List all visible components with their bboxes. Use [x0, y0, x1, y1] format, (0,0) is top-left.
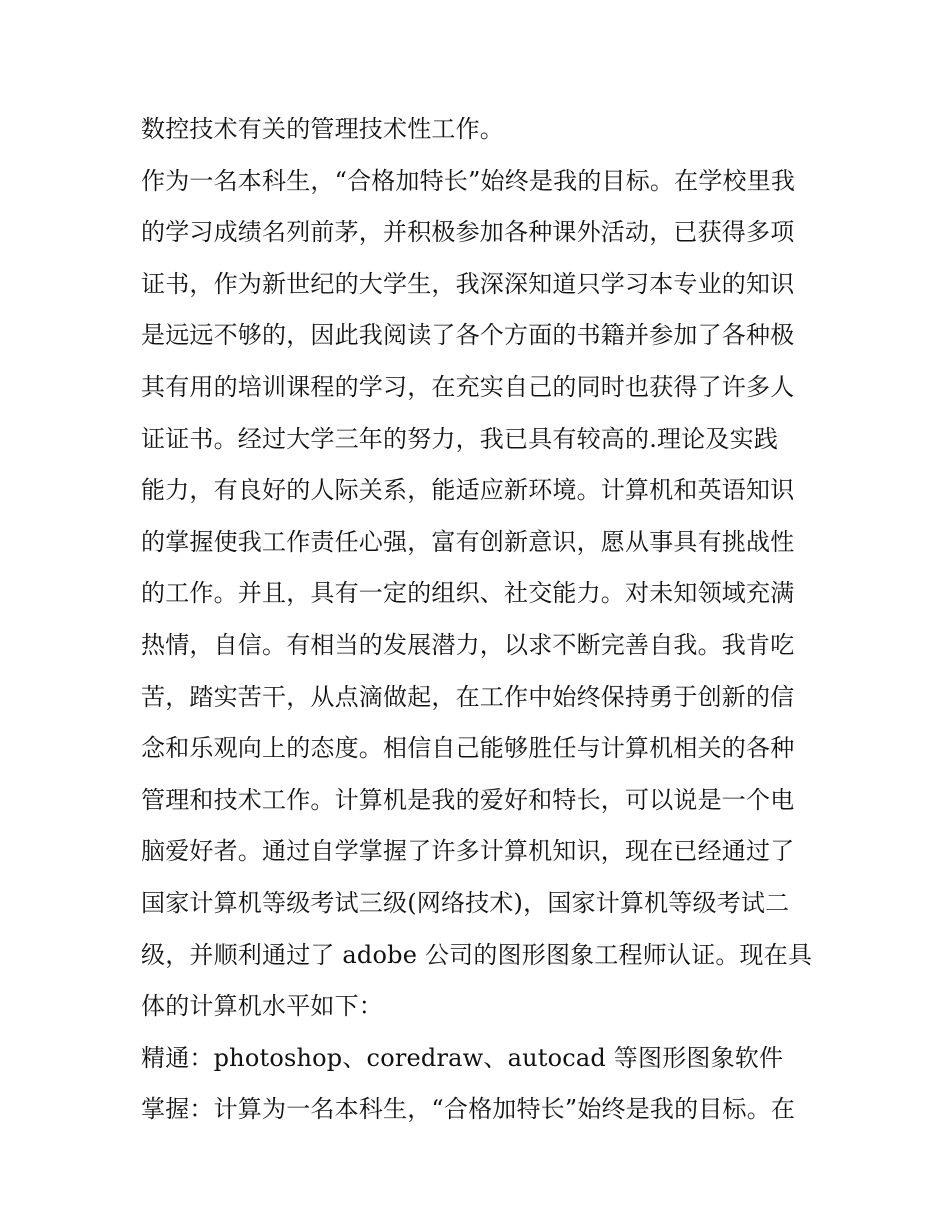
- text-line: 管理和技术工作。计算机是我的爱好和特长，可以说是一个电: [141, 785, 795, 814]
- text-line: 体的计算机水平如下：: [141, 992, 383, 1021]
- text-line: 能力，有良好的人际关系，能适应新环境。计算机和英语知识: [141, 476, 795, 505]
- text-line: 其有用的培训课程的学习，在充实自己的同时也获得了许多人: [141, 372, 795, 401]
- text-line: 作为一名本科生，“合格加特长”始终是我的目标。在学校里我: [141, 166, 796, 195]
- text-line: 脑爱好者。通过自学掌握了许多计算机知识，现在已经通过了: [141, 837, 795, 866]
- text-line: 念和乐观向上的态度。相信自己能够胜任与计算机相关的各种: [141, 734, 795, 763]
- text-line: 数控技术有关的管理技术性工作。: [141, 115, 504, 143]
- text-line: 是远远不够的，因此我阅读了各个方面的书籍并参加了各种极: [141, 321, 795, 350]
- text-line: 的学习成绩名列前茅，并积极参加各种课外活动，已获得多项: [141, 218, 795, 247]
- text-line: 苦，踏实苦干，从点滴做起，在工作中始终保持勇于创新的信: [141, 682, 795, 711]
- text-line: 的工作。并且，具有一定的组织、社交能力。对未知领域充满: [141, 579, 795, 608]
- text-line: 精通：photoshop、coredraw、autocad 等图形图象软件: [141, 1043, 784, 1072]
- text-line: 掌握：计算为一名本科生，“合格加特长”始终是我的目标。在: [141, 1095, 796, 1124]
- text-line: 证书，作为新世纪的大学生，我深深知道只学习本专业的知识: [141, 269, 795, 298]
- text-line: 级，并顺利通过了 adobe 公司的图形图象工程师认证。现在具: [141, 940, 813, 969]
- text-line: 国家计算机等级考试三级(网络技术)，国家计算机等级考试二: [141, 888, 790, 917]
- text-line: 热情，自信。有相当的发展潜力，以求不断完善自我。我肯吃: [141, 630, 795, 659]
- document-body: [141, 104, 811, 1136]
- text-line: 证证书。经过大学三年的努力，我已具有较高的.理论及实践: [141, 424, 779, 453]
- text-line: 的掌握使我工作责任心强，富有创新意识，愿从事具有挑战性: [141, 527, 795, 556]
